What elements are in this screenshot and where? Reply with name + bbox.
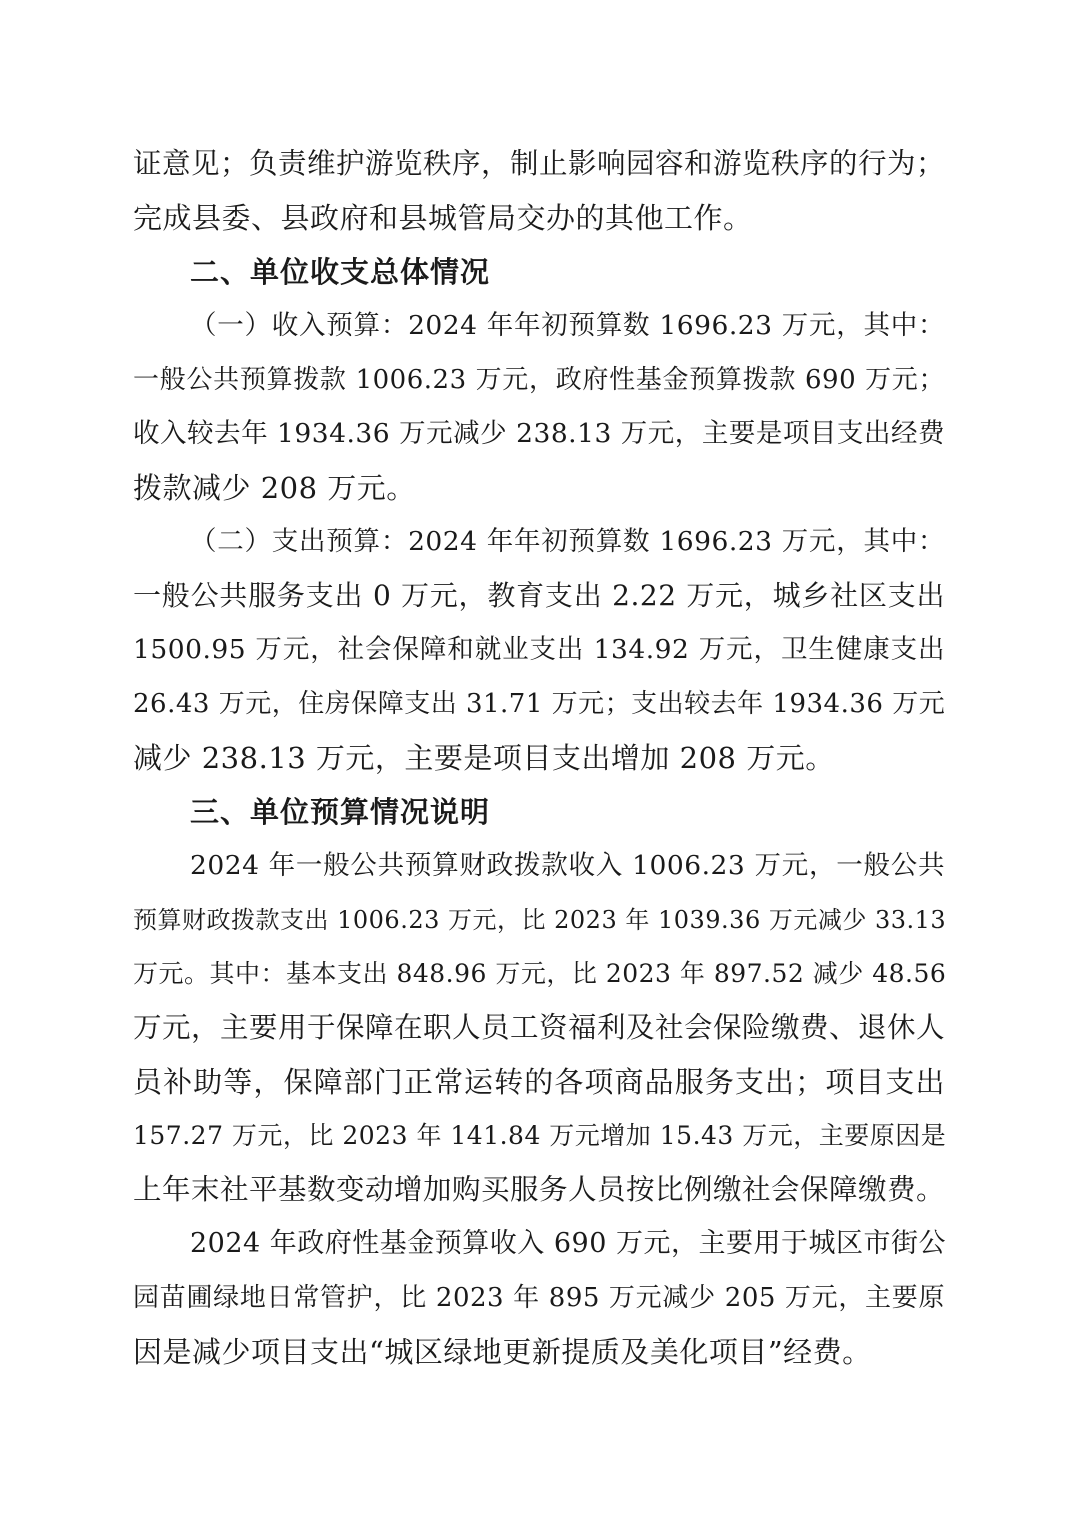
text-line-budget-3: 万元。其中：基本支出 848.96 万元，比 2023 年 897.52 减少 48.56 xyxy=(133,959,947,988)
section-heading-3: 三、单位预算情况说明 xyxy=(190,795,491,829)
text-line-budget-2: 预算财政拨款支出 1006.23 万元，比 2023 年 1039.36 万元减少 33.13 xyxy=(133,906,947,934)
text-line-budget-6: 157.27 万元，比 2023 年 141.84 万元增加 15.43 万元，主要原因是 xyxy=(133,1121,947,1150)
text-line-budget-4: 万元，主要用于保障在职人员工资福利及社会保险缴费、退休人 xyxy=(133,1011,946,1044)
section-heading-2: 二、单位收支总体情况 xyxy=(190,255,491,289)
text-line-income-1: （一）收入预算：2024 年年初预算数 1696.23 万元，其中： xyxy=(190,310,945,341)
text-line-fund-2: 园苗圃绿地日常管护，比 2023 年 895 万元减少 205 万元，主要原 xyxy=(133,1283,945,1313)
text-line-expense-5: 减少 238.13 万元，主要是项目支出增加 208 万元。 xyxy=(133,741,835,775)
text-line-expense-4: 26.43 万元，住房保障支出 31.71 万元；支出较去年 1934.36 万元 xyxy=(133,689,946,719)
text-line-income-3: 收入较去年 1934.36 万元减少 238.13 万元，主要是项目支出经费 xyxy=(133,418,945,449)
text-line-1: 证意见；负责维护游览秩序，制止影响园容和游览秩序的行为； xyxy=(133,147,946,180)
text-line-budget-7: 上年末社平基数变动增加购买服务人员按比例缴社会保障缴费。 xyxy=(133,1173,946,1206)
text-line-budget-5: 员补助等，保障部门正常运转的各项商品服务支出；项目支出 xyxy=(133,1065,945,1099)
text-line-expense-2: 一般公共服务支出 0 万元，教育支出 2.22 万元，城乡社区支出 xyxy=(133,579,945,612)
text-line-2: 完成县委、县政府和县城管局交办的其他工作。 xyxy=(133,201,753,235)
text-line-expense-1: （二）支出预算：2024 年年初预算数 1696.23 万元，其中： xyxy=(190,526,945,557)
text-line-fund-1: 2024 年政府性基金预算收入 690 万元，主要用于城区市街公 xyxy=(190,1228,946,1259)
text-line-expense-3: 1500.95 万元，社会保障和就业支出 134.92 万元，卫生健康支出 xyxy=(133,634,945,665)
text-line-income-4: 拨款减少 208 万元。 xyxy=(133,471,416,505)
text-line-income-2: 一般公共预算拨款 1006.23 万元，政府性基金预算拨款 690 万元； xyxy=(133,365,945,395)
text-line-fund-3: 因是减少项目支出“城区绿地更新提质及美化项目”经费。 xyxy=(133,1335,872,1369)
text-line-budget-1: 2024 年一般公共预算财政拨款收入 1006.23 万元，一般公共 xyxy=(190,850,945,881)
